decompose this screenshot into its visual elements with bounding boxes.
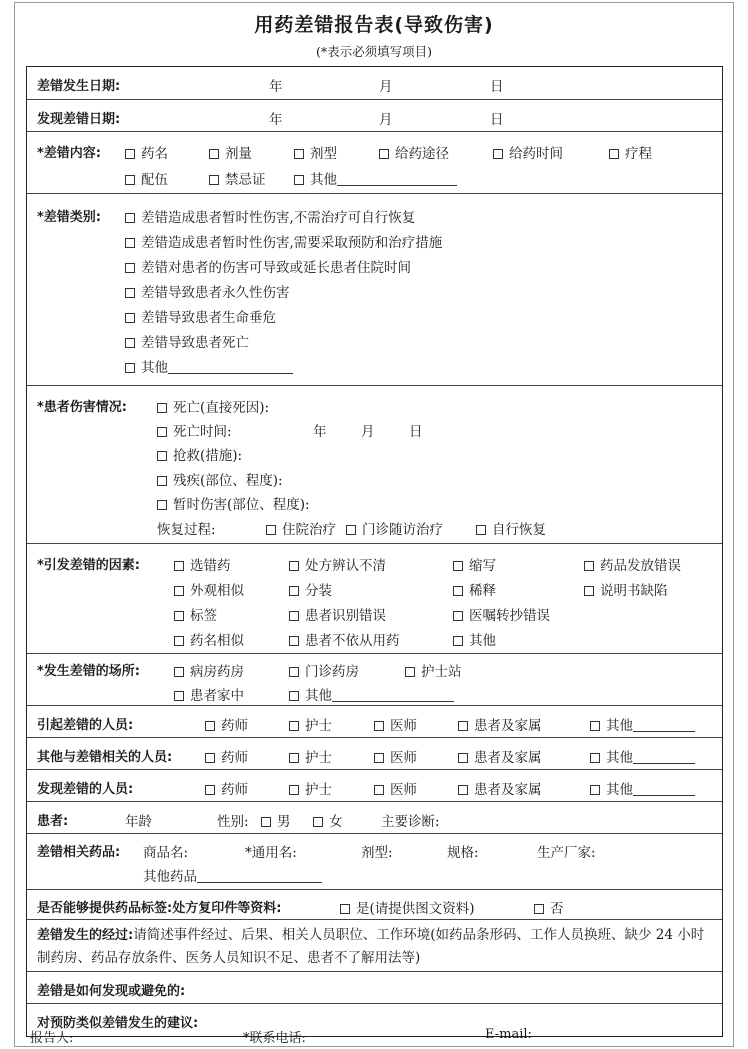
factor-option[interactable]: 药名相似 <box>174 629 244 649</box>
related-drug-label: 差错相关药品: <box>37 845 121 860</box>
checkbox-icon[interactable] <box>289 586 299 596</box>
category-option[interactable]: 差错对患者的伤害可导致或延长患者住院时间 <box>125 256 411 276</box>
checkbox-icon[interactable] <box>458 785 468 795</box>
person-option-other[interactable]: 其他 <box>590 778 695 798</box>
content-option[interactable]: 给药时间 <box>493 142 563 162</box>
other-drugs-field[interactable]: 其他药品 <box>143 865 322 885</box>
other-blank-line[interactable] <box>633 750 695 764</box>
discover-year-unit: 年 <box>269 112 283 128</box>
checkbox-icon[interactable] <box>453 636 463 646</box>
checkbox-icon[interactable] <box>174 611 184 621</box>
patient-injury-label: *患者伤害情况: <box>37 400 127 415</box>
factor-option[interactable]: 标签 <box>174 604 217 624</box>
drug-form-label: 剂型: <box>361 845 393 861</box>
checkbox-icon[interactable] <box>289 611 299 621</box>
discover-person-row <box>27 770 722 802</box>
checkbox-icon[interactable] <box>493 149 503 159</box>
contact-phone-label: *联系电话: <box>243 1031 306 1046</box>
checkbox-icon[interactable] <box>289 561 299 571</box>
factor-option[interactable]: 患者不依从用药 <box>289 629 400 649</box>
checkbox-icon[interactable] <box>584 561 594 571</box>
person-option[interactable]: 患者及家属 <box>458 746 542 766</box>
checkbox-icon[interactable] <box>125 263 135 273</box>
checkbox-icon[interactable] <box>125 175 135 185</box>
content-option[interactable]: 给药途径 <box>379 142 449 162</box>
checkbox-icon[interactable] <box>125 213 135 223</box>
checkbox-icon[interactable] <box>174 636 184 646</box>
person-option[interactable]: 护士 <box>289 746 332 766</box>
checkbox-icon[interactable] <box>125 313 135 323</box>
occur-month-unit: 月 <box>379 79 393 95</box>
manufacturer-label: 生产厂家: <box>537 845 596 861</box>
checkbox-icon[interactable] <box>405 667 415 677</box>
generic-name-label: *通用名: <box>245 845 297 861</box>
error-content-label: *差错内容: <box>37 146 101 161</box>
factor-option[interactable]: 其他 <box>453 629 496 649</box>
person-option[interactable]: 医师 <box>374 714 417 734</box>
place-option[interactable]: 门诊药房 <box>289 660 359 680</box>
related-person-label: 其他与差错相关的人员: <box>37 750 173 765</box>
other-blank-line[interactable] <box>332 688 454 702</box>
recovery-option[interactable]: 自行恢复 <box>476 518 546 538</box>
checkbox-icon[interactable] <box>125 238 135 248</box>
suggestion-row <box>27 1004 722 1036</box>
content-option[interactable]: 剂量 <box>209 142 252 162</box>
recovery-label: 恢复过程: <box>157 522 216 538</box>
category-option[interactable]: 差错造成患者暂时性伤害,不需治疗可自行恢复 <box>125 206 415 226</box>
factor-option[interactable]: 药品发放错误 <box>584 554 681 574</box>
checkbox-icon[interactable] <box>289 721 299 731</box>
factor-option[interactable]: 稀释 <box>453 579 496 599</box>
other-blank-line[interactable] <box>168 360 293 374</box>
place-option[interactable]: 病房药房 <box>174 660 244 680</box>
form-title: 用药差错报告表(导致伤害) <box>254 14 494 36</box>
category-option-other[interactable]: 其他 <box>125 356 293 376</box>
checkbox-icon[interactable] <box>125 338 135 348</box>
discover-day-unit: 日 <box>490 112 504 128</box>
error-content-section <box>27 132 722 194</box>
discover-person-label: 发现差错的人员: <box>37 782 134 797</box>
patient-age-label: 年龄 <box>125 814 152 830</box>
cause-person-label: 引起差错的人员: <box>37 718 134 733</box>
checkbox-icon[interactable] <box>205 721 215 731</box>
drug-spec-label: 规格: <box>447 845 479 861</box>
checkbox-icon[interactable] <box>313 817 323 827</box>
injury-death-time-option[interactable]: 死亡时间: <box>157 420 232 440</box>
evidence-label: 是否能够提供药品标签:处方复印件等资料: <box>37 901 282 916</box>
reporter-label: 报告人: <box>30 1031 74 1046</box>
content-option[interactable]: 禁忌证 <box>209 168 266 188</box>
checkbox-icon[interactable] <box>609 149 619 159</box>
person-option[interactable]: 医师 <box>374 746 417 766</box>
category-option[interactable]: 差错导致患者生命垂危 <box>125 306 276 326</box>
checkbox-icon[interactable] <box>209 149 219 159</box>
person-option[interactable]: 患者及家属 <box>458 714 542 734</box>
checkbox-icon[interactable] <box>125 149 135 159</box>
gender-female-option[interactable]: 女 <box>313 810 343 830</box>
checkbox-icon[interactable] <box>289 636 299 646</box>
checkbox-icon[interactable] <box>584 586 594 596</box>
checkbox-icon[interactable] <box>453 586 463 596</box>
checkbox-icon[interactable] <box>458 753 468 763</box>
checkbox-icon[interactable] <box>205 753 215 763</box>
checkbox-icon[interactable] <box>289 691 299 701</box>
checkbox-icon[interactable] <box>209 175 219 185</box>
content-option[interactable]: 疗程 <box>609 142 652 162</box>
checkbox-icon[interactable] <box>125 288 135 298</box>
category-option[interactable]: 差错导致患者永久性伤害 <box>125 281 290 301</box>
factor-option[interactable]: 分装 <box>289 579 332 599</box>
content-option[interactable]: 剂型 <box>294 142 337 162</box>
injury-temporary-option[interactable]: 暂时伤害(部位、程度): <box>157 493 310 513</box>
evidence-row <box>27 890 722 920</box>
error-category-label: *差错类别: <box>37 210 101 225</box>
checkbox-icon[interactable] <box>157 500 167 510</box>
other-blank-line[interactable] <box>633 718 695 732</box>
place-option[interactable]: 患者家中 <box>174 684 244 704</box>
evidence-no-option[interactable]: 否 <box>534 897 564 917</box>
discover-date-row <box>27 100 722 132</box>
checkbox-icon[interactable] <box>534 904 544 914</box>
checkbox-icon[interactable] <box>174 561 184 571</box>
suggestion-label: 对预防类似差错发生的建议: <box>37 1016 199 1031</box>
checkbox-icon[interactable] <box>174 667 184 677</box>
gender-male-option[interactable]: 男 <box>261 810 291 830</box>
factor-option[interactable]: 处方辨认不清 <box>289 554 386 574</box>
patient-label: 患者: <box>37 814 69 829</box>
content-option[interactable]: 药名 <box>125 142 168 162</box>
discover-date-label: 发现差错日期: <box>37 112 121 127</box>
injury-death-option[interactable]: 死亡(直接死因): <box>157 396 269 416</box>
category-option[interactable]: 差错造成患者暂时性伤害,需要采取预防和治疗措施 <box>125 231 442 251</box>
checkbox-icon[interactable] <box>374 721 384 731</box>
cause-person-row <box>27 706 722 738</box>
checkbox-icon[interactable] <box>157 403 167 413</box>
process-label: 差错发生的经过: <box>37 928 134 943</box>
content-option-other[interactable]: 其他 <box>294 168 457 188</box>
related-person-row <box>27 738 722 770</box>
evidence-yes-option[interactable]: 是(请提供图文资料) <box>340 897 475 917</box>
occur-date-label: 差错发生日期: <box>37 79 121 94</box>
checkbox-icon[interactable] <box>590 721 600 731</box>
checkbox-icon[interactable] <box>374 785 384 795</box>
checkbox-icon[interactable] <box>205 785 215 795</box>
recovery-option[interactable]: 门诊随访治疗 <box>346 518 443 538</box>
factor-option[interactable]: 选错药 <box>174 554 231 574</box>
checkbox-icon[interactable] <box>294 175 304 185</box>
occur-year-unit: 年 <box>269 79 283 95</box>
person-option-other[interactable]: 其他 <box>590 714 695 734</box>
person-option[interactable]: 患者及家属 <box>458 778 542 798</box>
patient-injury-section <box>27 386 722 544</box>
factor-option[interactable]: 说明书缺陷 <box>584 579 668 599</box>
death-month-unit: 月 <box>361 424 375 440</box>
factor-option[interactable]: 缩写 <box>453 554 496 574</box>
checkbox-icon[interactable] <box>453 561 463 571</box>
checkbox-icon[interactable] <box>379 149 389 159</box>
person-option-other[interactable]: 其他 <box>590 746 695 766</box>
checkbox-icon[interactable] <box>340 904 350 914</box>
death-day-unit: 日 <box>409 424 423 440</box>
checkbox-icon[interactable] <box>453 611 463 621</box>
error-factors-label: *引发差错的因素: <box>37 558 140 573</box>
checkbox-icon[interactable] <box>289 667 299 677</box>
injury-disability-option[interactable]: 残疾(部位、程度): <box>157 469 283 489</box>
other-blank-line[interactable] <box>633 782 695 796</box>
content-option[interactable]: 配伍 <box>125 168 168 188</box>
place-option[interactable]: 护士站 <box>405 660 462 680</box>
error-category-section <box>27 194 722 386</box>
error-factors-section <box>27 544 722 654</box>
checkbox-icon[interactable] <box>289 753 299 763</box>
patient-gender-label: 性别: <box>217 814 249 830</box>
checkbox-icon[interactable] <box>289 785 299 795</box>
category-option[interactable]: 差错导致患者死亡 <box>125 331 249 351</box>
person-option[interactable]: 药师 <box>205 778 248 798</box>
factor-option[interactable]: 外观相似 <box>174 579 244 599</box>
process-instruction: 请简述事件经过、后果、相关人员职位、工作环境(如药品条形码、工作人员换班、缺少 24 小时制药房、药品存放条件、医务人员知识不足、患者不了解用法等) <box>37 927 705 966</box>
error-place-section <box>27 654 722 706</box>
checkbox-icon[interactable] <box>174 691 184 701</box>
checkbox-icon[interactable] <box>125 363 135 373</box>
checkbox-icon[interactable] <box>261 817 271 827</box>
checkbox-icon[interactable] <box>266 525 276 535</box>
discover-month-unit: 月 <box>379 112 393 128</box>
death-year-unit: 年 <box>313 424 327 440</box>
checkbox-icon[interactable] <box>590 753 600 763</box>
error-place-label: *发生差错的场所: <box>37 664 140 679</box>
checkbox-icon[interactable] <box>458 721 468 731</box>
person-option[interactable]: 护士 <box>289 714 332 734</box>
checkbox-icon[interactable] <box>346 525 356 535</box>
report-form <box>26 66 723 1037</box>
process-description <box>37 924 712 969</box>
other-drugs-blank-line[interactable] <box>197 869 322 883</box>
related-drug-section <box>27 834 722 890</box>
occur-day-unit: 日 <box>490 79 504 95</box>
person-option[interactable]: 药师 <box>205 746 248 766</box>
patient-row <box>27 802 722 834</box>
person-option[interactable]: 护士 <box>289 778 332 798</box>
checkbox-icon[interactable] <box>590 785 600 795</box>
checkbox-icon[interactable] <box>294 149 304 159</box>
checkbox-icon[interactable] <box>157 476 167 486</box>
injury-rescue-option[interactable]: 抢救(措施): <box>157 444 242 464</box>
recovery-option[interactable]: 住院治疗 <box>266 518 336 538</box>
form-subtitle: (*表示必须填写项目) <box>315 44 432 59</box>
how-found-row <box>27 972 722 1004</box>
checkbox-icon[interactable] <box>157 427 167 437</box>
how-found-label: 差错是如何发现或避免的: <box>37 984 186 999</box>
person-option[interactable]: 药师 <box>205 714 248 734</box>
factor-option[interactable]: 医嘱转抄错误 <box>453 604 550 624</box>
checkbox-icon[interactable] <box>157 451 167 461</box>
occur-date-row <box>27 67 722 100</box>
person-option[interactable]: 医师 <box>374 778 417 798</box>
checkbox-icon[interactable] <box>476 525 486 535</box>
place-option-other[interactable]: 其他 <box>289 684 454 704</box>
email-label: E-mail: <box>485 1027 532 1042</box>
factor-option[interactable]: 患者识别错误 <box>289 604 386 624</box>
patient-diagnosis-label: 主要诊断: <box>381 814 440 830</box>
checkbox-icon[interactable] <box>174 586 184 596</box>
process-section <box>27 920 722 972</box>
other-blank-line[interactable] <box>337 172 457 186</box>
checkbox-icon[interactable] <box>374 753 384 763</box>
trade-name-label: 商品名: <box>143 845 189 861</box>
